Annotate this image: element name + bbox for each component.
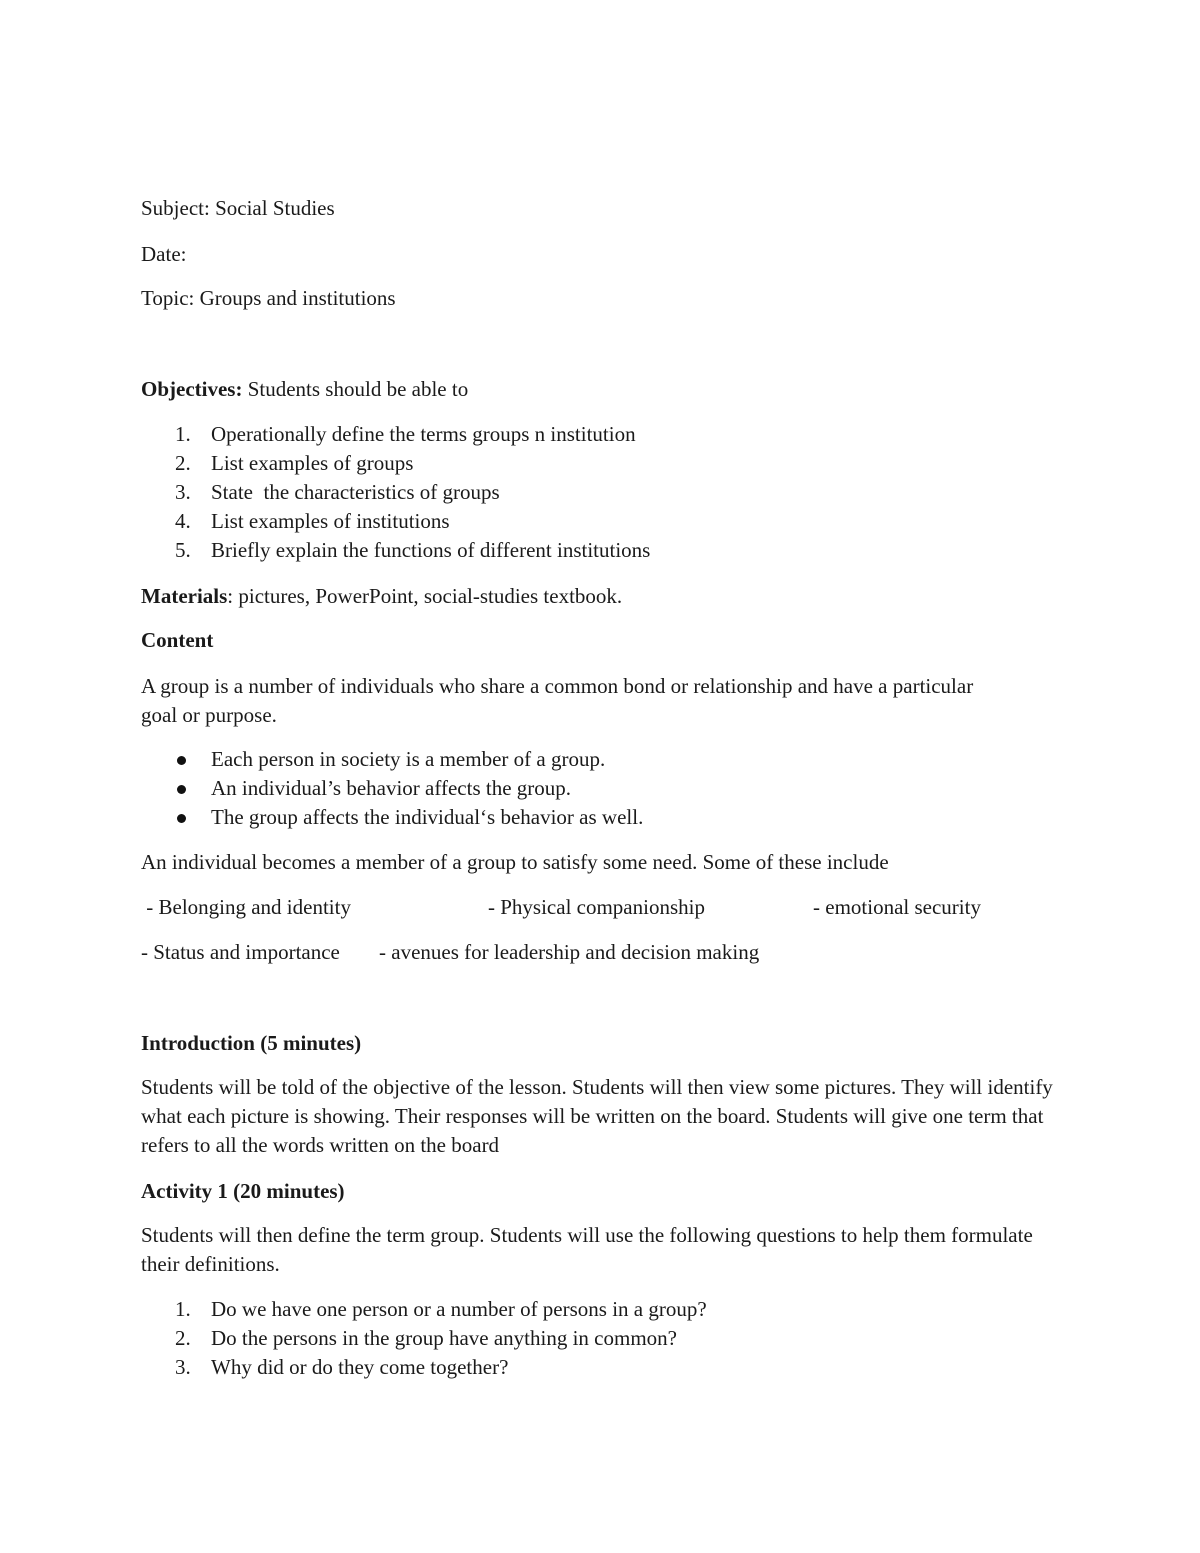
list-number: 3. <box>175 480 191 504</box>
materials-text: : pictures, PowerPoint, social-studies textbook. <box>227 584 623 608</box>
bullet-text: Each person in society is a member of a group. <box>211 747 606 771</box>
objective-text: Operationally define the terms groups n institution <box>211 422 636 446</box>
objective-text: State the characteristics of groups <box>211 480 500 504</box>
activity1-question <box>141 1295 1041 1324</box>
needs-intro: An individual becomes a member of a group to satisfy some need. Some of these include <box>141 850 889 874</box>
content-bullet <box>141 803 1041 832</box>
objective-text: Briefly explain the functions of different institutions <box>211 538 651 562</box>
bullet-text: An individual’s behavior affects the group. <box>211 776 572 800</box>
list-number: 3. <box>175 1355 191 1379</box>
list-number: 1. <box>175 422 191 446</box>
objective-item <box>141 507 1041 536</box>
activity1-heading-text: Activity 1 (20 minutes) <box>141 1179 345 1203</box>
group-definition: A group is a number of individuals who share a common bond or relationship and have a particular goal or purpose. <box>141 674 974 727</box>
content-bullet <box>141 774 1041 803</box>
activity1-text: Students will then define the term group. Students will use the following questions to help them formulate their definitions. <box>141 1223 1033 1276</box>
content-heading <box>141 626 213 655</box>
list-number: 2. <box>175 451 191 475</box>
introduction-heading <box>141 1029 361 1058</box>
date-line: Date: <box>141 242 187 266</box>
activity1-question <box>141 1324 1041 1353</box>
materials-label: Materials <box>141 584 228 608</box>
content-heading-text: Content <box>141 628 214 652</box>
topic-line: Topic: Groups and institutions <box>141 286 396 310</box>
content-bullet <box>141 745 1041 774</box>
objective-item <box>141 536 1041 565</box>
materials-line <box>141 582 622 611</box>
objective-text: List examples of groups <box>211 451 414 475</box>
need-item: - Physical companionship <box>488 895 705 919</box>
list-number: 1. <box>175 1297 191 1321</box>
subject-line: Subject: Social Studies <box>141 196 335 220</box>
bullet-dot-icon <box>177 785 186 794</box>
need-item: - avenues for leadership and decision making <box>379 940 760 964</box>
objective-item <box>141 420 1041 449</box>
need-item: - emotional security <box>813 895 981 919</box>
objective-text: List examples of institutions <box>211 509 450 533</box>
question-text: Do we have one person or a number of persons in a group? <box>211 1297 707 1321</box>
need-item: - Belonging and identity <box>141 895 351 919</box>
activity1-question <box>141 1353 1041 1382</box>
introduction-text: Students will be told of the objective of the lesson. Students will then view some pictures. They will identify what each picture is showing. Their responses will be written on the board. Students will give one term that refers to all the words written on the board <box>141 1075 1053 1157</box>
need-item: - Status and importance <box>141 940 340 964</box>
list-number: 5. <box>175 538 191 562</box>
question-text: Do the persons in the group have anything in common? <box>211 1326 677 1350</box>
list-number: 2. <box>175 1326 191 1350</box>
objective-item <box>141 478 1041 507</box>
list-number: 4. <box>175 509 191 533</box>
objectives-intro: Students should be able to <box>242 377 469 401</box>
bullet-text: The group affects the individual‘s behavior as well. <box>211 805 644 829</box>
bullet-dot-icon <box>177 814 186 823</box>
objectives-label: Objectives: <box>141 377 243 401</box>
introduction-heading-text: Introduction (5 minutes) <box>141 1031 362 1055</box>
question-text: Why did or do they come together? <box>211 1355 509 1379</box>
activity1-heading <box>141 1177 345 1206</box>
bullet-dot-icon <box>177 756 186 765</box>
objectives-line <box>141 375 468 404</box>
objective-item <box>141 449 1041 478</box>
